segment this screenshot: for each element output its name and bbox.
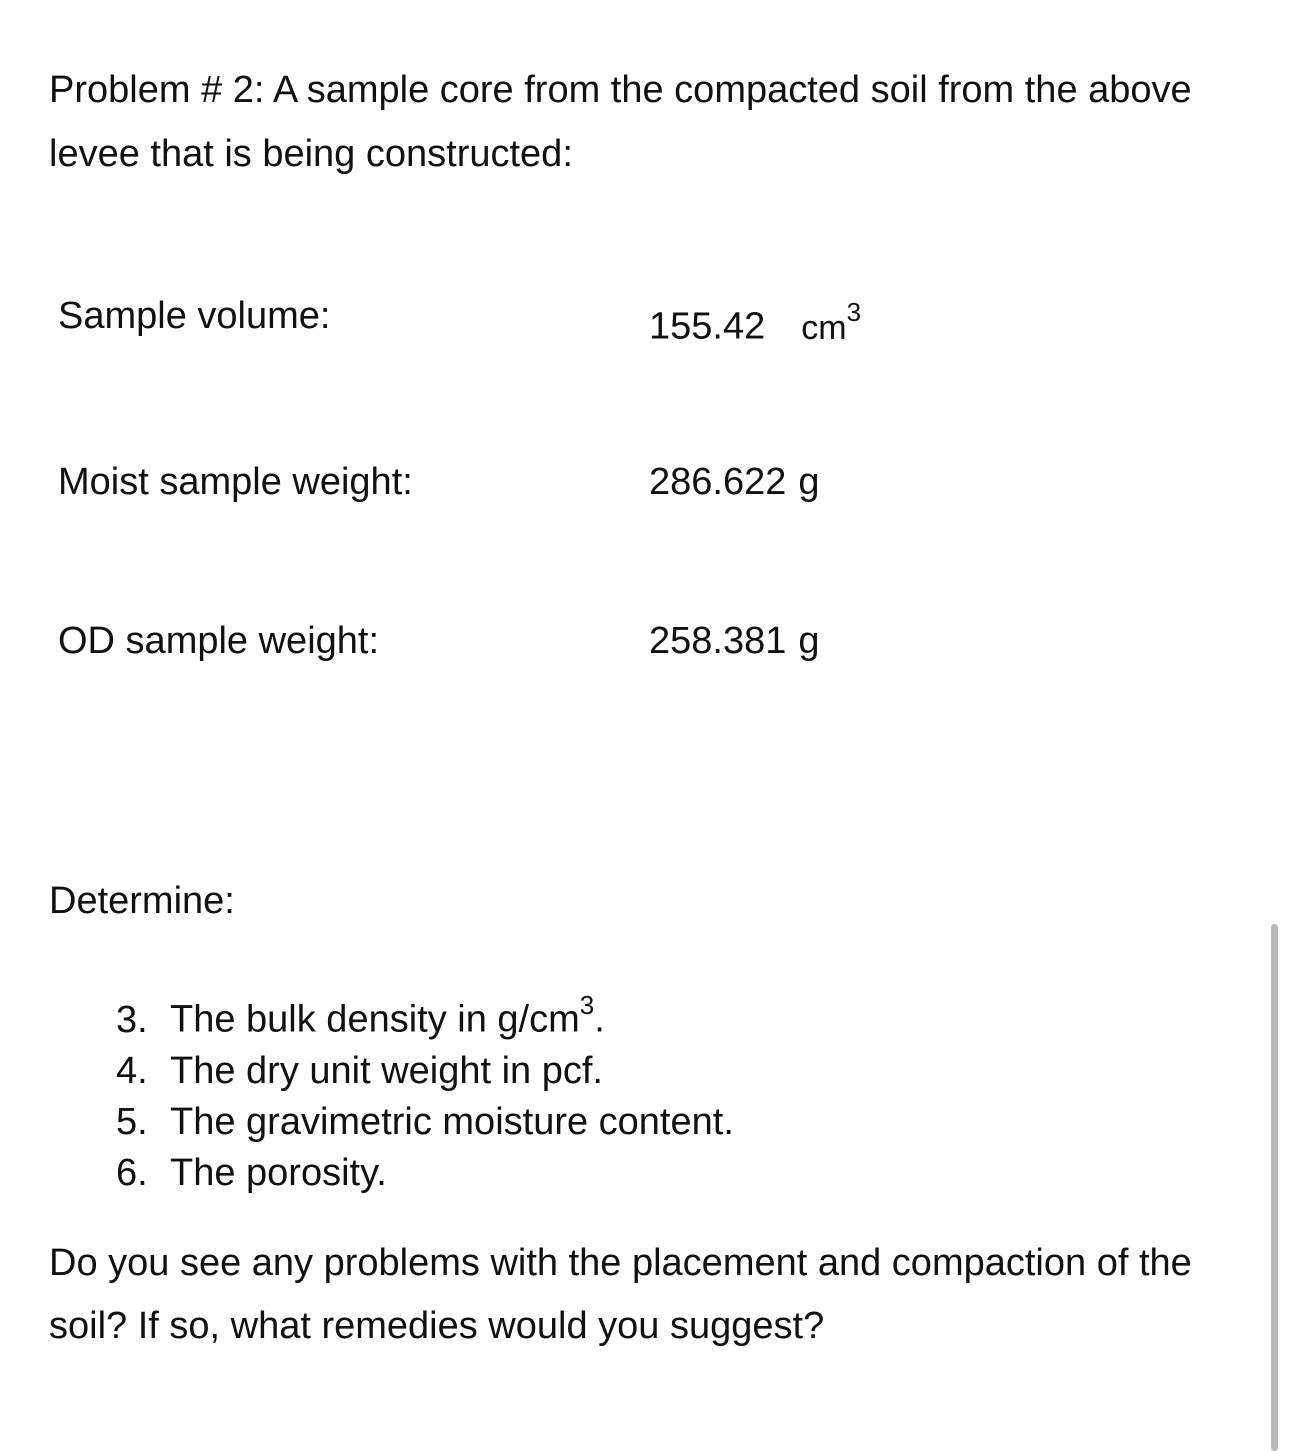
od-weight-number: 258.381 (649, 620, 787, 662)
list-item (116, 984, 734, 1046)
sample-volume-label: Sample volume: (58, 295, 331, 337)
od-weight-label: OD sample weight: (58, 620, 380, 662)
moist-weight-number: 286.622 (649, 461, 787, 503)
closing-question: Do you see any problems with the placement and compaction of the soil? If so, what remedies would you suggest? (49, 1242, 1192, 1347)
question-exponent: 3 (579, 990, 595, 1020)
od-weight-unit: g (798, 620, 820, 662)
od-weight-value (649, 617, 820, 665)
problem-intro: Problem # 2: A sample core from the compacted soil from the above levee that is being constructed: (49, 69, 1192, 175)
moist-weight-label: Moist sample weight: (58, 461, 413, 503)
question-number: 5. (116, 1100, 148, 1143)
determine-heading: Determine: (49, 880, 235, 922)
sample-volume-unit-exponent: 3 (846, 297, 862, 327)
moist-weight-unit: g (798, 461, 820, 503)
sample-volume-number: 155.42 (649, 305, 766, 348)
list-item (116, 1097, 734, 1148)
question-list (116, 984, 734, 1199)
question-text: The porosity. (170, 1151, 387, 1194)
question-tail: . (594, 998, 605, 1041)
sample-volume-value (649, 292, 861, 352)
question-text: The gravimetric moisture content. (170, 1100, 734, 1143)
sample-volume-unit: cm (801, 308, 847, 347)
question-number: 6. (116, 1151, 148, 1194)
question-number: 4. (116, 1049, 148, 1092)
question-text: The dry unit weight in pcf. (170, 1049, 603, 1092)
list-item (116, 1148, 734, 1199)
moist-weight-value (649, 458, 820, 506)
vertical-scrollbar[interactable] (1271, 924, 1278, 1451)
question-number: 3. (116, 998, 148, 1041)
question-text: The bulk density in g/cm (170, 998, 580, 1041)
list-item (116, 1046, 734, 1097)
